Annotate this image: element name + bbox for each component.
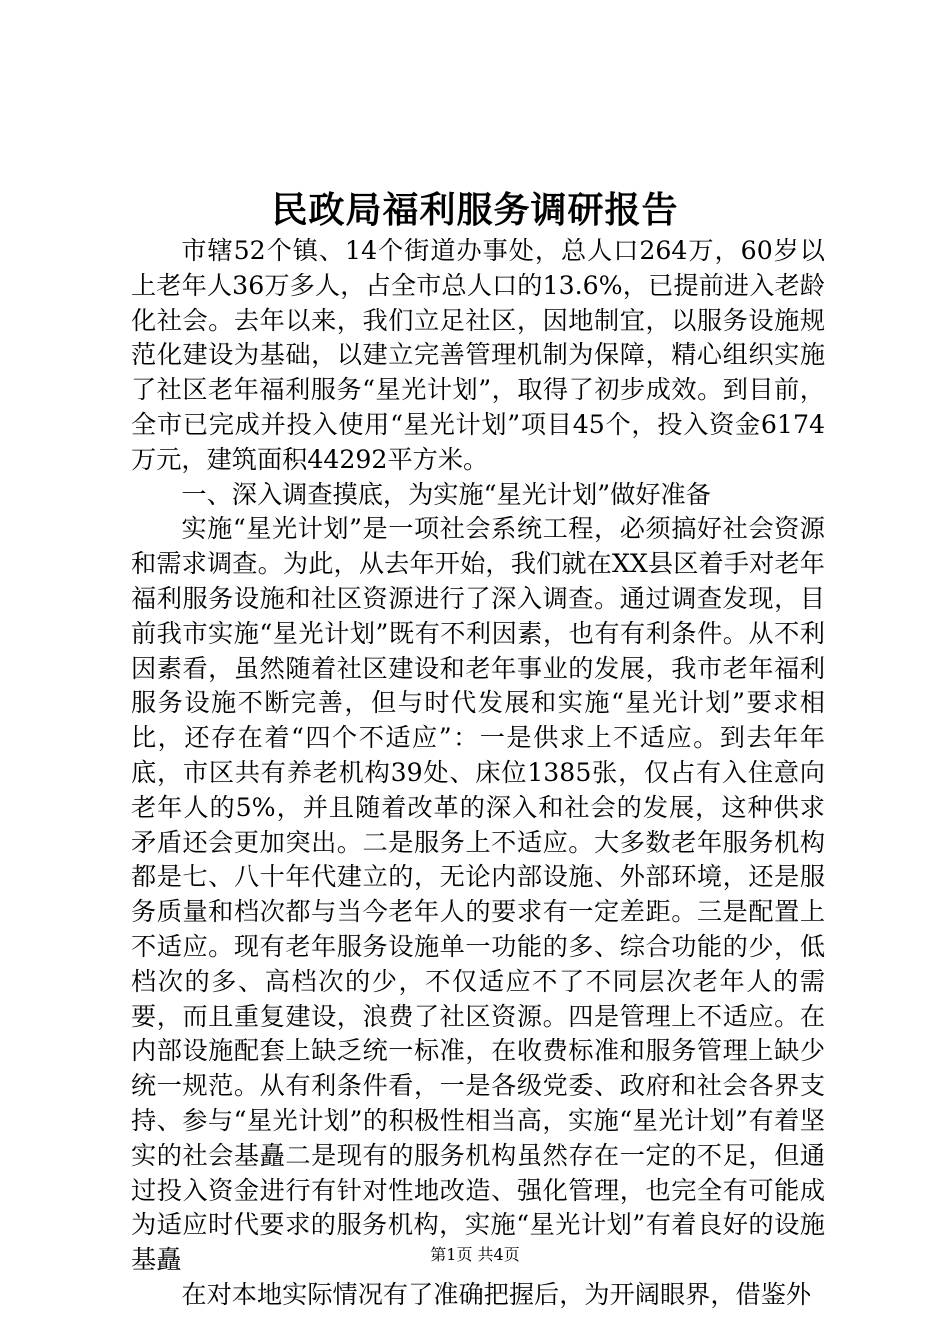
page-number-footer: 第1页 共4页 bbox=[430, 1245, 520, 1264]
section-heading-1: 一、深入调查摸底，为实施“星光计划”做好准备 bbox=[181, 479, 711, 509]
document-body bbox=[131, 234, 825, 1313]
document-title: 民政局福利服务调研报告 bbox=[271, 189, 679, 231]
paragraph-intro: 市辖52个镇、14个街道办事处，总人口264万，60岁以上老年人36万多人，占全市总人口的13.6%，已提前进入老龄化社会。去年以来，我们立足社区，因地制宜，以服务设施规范化建设为基础，以建立完善管理机制为保障，精心组织实施了社区老年福利服务“星光计划”，取得了初步成效。到目前，全市已完成并投入使用“星光计划”项目45个，投入资金6174万元，建筑面积44292平方米。 bbox=[131, 236, 825, 474]
paragraph-continued: 在对本地实际情况有了准确把握后，为开阔眼界，借鉴外 bbox=[181, 1279, 812, 1309]
paragraph-survey: 实施“星光计划”是一项社会系统工程，必须搞好社会资源和需求调查。为此，从去年开始，我们就在XX县区着手对老年福利服务设施和社区资源进行了深入调查。通过调查发现，目前我市实施“星光计划”既有不利因素，也有有利条件。从不利因素看，虽然随着社区建设和老年事业的发展，我市老年福利服务设施不断完善，但与时代发展和实施“星光计划”要求相比，还存在着“四个不适应”：一是供求上不适应。到去年年底，市区共有养老机构39处、床位1385张，仅占有入住意向老年人的5%，并且随着改革的深入和社会的发展，这种供求矛盾还会更加突出。二是服务上不适应。大多数老年服务机构都是七、八十年代建立的，无论内部设施、外部环境，还是服务质量和档次都与当今老年人的要求有一定差距。三是配置上不适应。现有老年服务设施单一功能的多、综合功能的少，低档次的多、高档次的少，不仅适应不了不同层次老年人的需要，而且重复建设，浪费了社区资源。四是管理上不适应。在内部设施配套上缺乏统一标准，在收费标准和服务管理上缺少统一规范。从有利条件看，一是各级党委、政府和社会各界支持、参与“星光计划”的积极性相当高，实施“星光计划”有着坚实的社会基矗二是现有的服务机构虽然存在一定的不足，但通过投入资金进行有针对性地改造、强化管理，也完全有可能成为适应时代要求的服务机构，实施“星光计划”有着良好的设施基矗 bbox=[131, 514, 825, 1275]
